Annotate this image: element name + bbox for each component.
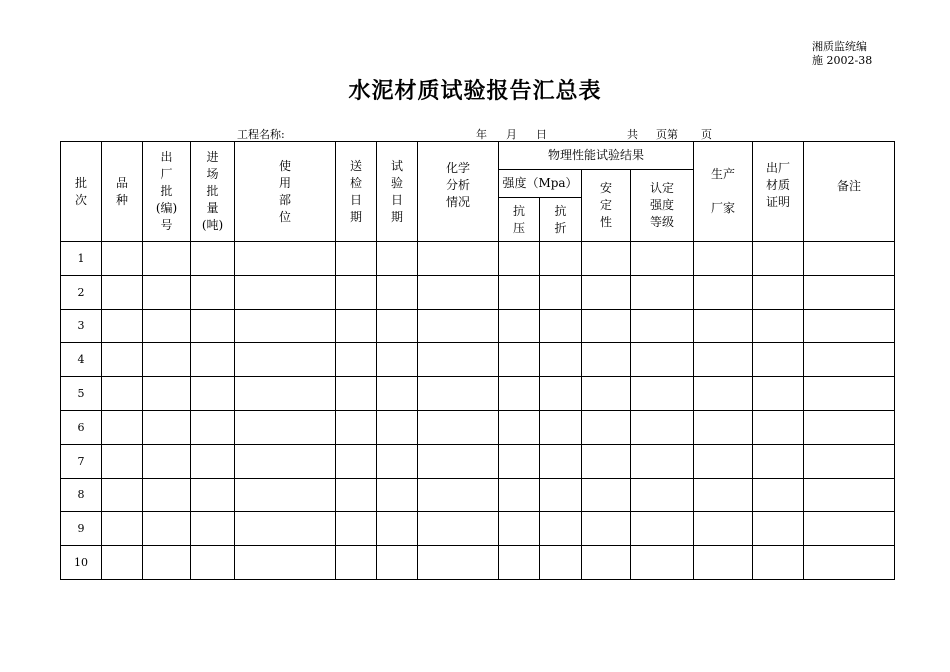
table-cell[interactable]	[102, 546, 143, 580]
table-cell[interactable]	[753, 512, 804, 546]
table-cell[interactable]	[694, 343, 753, 377]
table-cell[interactable]	[631, 309, 694, 343]
table-cell[interactable]	[582, 410, 631, 444]
row-number: 5	[61, 377, 102, 411]
page-label: 页	[701, 128, 712, 141]
table-cell[interactable]	[753, 275, 804, 309]
header-factory-certificate: 出厂 材质 证明	[753, 142, 804, 242]
table-cell[interactable]	[694, 546, 753, 580]
table-cell[interactable]	[336, 309, 377, 343]
header-batch: 批次	[61, 142, 102, 242]
table-cell[interactable]	[235, 275, 336, 309]
row-number: 9	[61, 512, 102, 546]
table-cell[interactable]	[418, 377, 499, 411]
table-cell[interactable]	[235, 546, 336, 580]
row-number: 6	[61, 410, 102, 444]
table-row	[61, 512, 895, 546]
table-cell[interactable]	[336, 512, 377, 546]
table-row	[61, 546, 895, 580]
row-number: 8	[61, 478, 102, 512]
table-cell[interactable]	[191, 478, 235, 512]
table-cell[interactable]	[631, 242, 694, 276]
table-cell[interactable]	[694, 478, 753, 512]
table-cell[interactable]	[499, 410, 540, 444]
row-number: 7	[61, 444, 102, 478]
table-cell[interactable]	[143, 343, 191, 377]
table-cell[interactable]	[418, 242, 499, 276]
table-cell[interactable]	[582, 242, 631, 276]
header-variety: 品种	[102, 142, 143, 242]
header-submit-date: 送 检 日 期	[336, 142, 377, 242]
table-cell[interactable]	[540, 377, 582, 411]
table-row	[61, 377, 895, 411]
table-cell[interactable]	[804, 444, 895, 478]
table-cell[interactable]	[143, 478, 191, 512]
header-manufacturer: 生产 厂家	[694, 142, 753, 242]
project-name-label: 工程名称:	[237, 128, 285, 141]
table-cell[interactable]	[499, 242, 540, 276]
table-cell[interactable]	[102, 275, 143, 309]
table-cell[interactable]	[336, 343, 377, 377]
table-cell[interactable]	[694, 512, 753, 546]
table-cell[interactable]	[418, 410, 499, 444]
table-cell[interactable]	[191, 275, 235, 309]
table-cell[interactable]	[191, 309, 235, 343]
table-cell[interactable]	[582, 275, 631, 309]
table-cell[interactable]	[235, 444, 336, 478]
month-label: 月	[506, 128, 517, 141]
table-cell[interactable]	[804, 377, 895, 411]
table-cell[interactable]	[143, 242, 191, 276]
table-cell[interactable]	[143, 309, 191, 343]
table-cell[interactable]	[102, 309, 143, 343]
page-title: 水泥材质试验报告汇总表	[348, 78, 602, 104]
table-cell[interactable]	[631, 343, 694, 377]
table-cell[interactable]	[235, 309, 336, 343]
table-cell[interactable]	[191, 444, 235, 478]
table-cell[interactable]	[499, 343, 540, 377]
table-cell[interactable]	[191, 410, 235, 444]
table-cell[interactable]	[377, 444, 418, 478]
table-cell[interactable]	[499, 478, 540, 512]
table-cell[interactable]	[631, 546, 694, 580]
table-cell[interactable]	[631, 444, 694, 478]
table-cell[interactable]	[418, 309, 499, 343]
table-cell[interactable]	[377, 275, 418, 309]
table-cell[interactable]	[377, 410, 418, 444]
table-cell[interactable]	[377, 512, 418, 546]
table-cell[interactable]	[377, 478, 418, 512]
table-cell[interactable]	[191, 242, 235, 276]
table-cell[interactable]	[631, 377, 694, 411]
table-cell[interactable]	[499, 275, 540, 309]
table-cell[interactable]	[540, 309, 582, 343]
row-number: 4	[61, 343, 102, 377]
table-cell[interactable]	[499, 546, 540, 580]
table-cell[interactable]	[499, 512, 540, 546]
day-label: 日	[536, 128, 547, 141]
header-physical-results: 物理性能试验结果	[499, 142, 694, 170]
table-cell[interactable]	[102, 242, 143, 276]
header-remarks: 备注	[804, 142, 895, 242]
table-cell[interactable]	[143, 546, 191, 580]
table-cell[interactable]	[540, 410, 582, 444]
header-factory-batch: 出 厂 批 (编) 号	[143, 142, 191, 242]
table-cell[interactable]	[804, 512, 895, 546]
table-cell[interactable]	[143, 275, 191, 309]
table-cell[interactable]	[418, 546, 499, 580]
table-cell[interactable]	[582, 309, 631, 343]
table-cell[interactable]	[804, 546, 895, 580]
table-row	[61, 343, 895, 377]
table-cell[interactable]	[753, 242, 804, 276]
table-cell[interactable]	[336, 546, 377, 580]
table-row	[61, 275, 895, 309]
table-cell[interactable]	[753, 444, 804, 478]
table-cell[interactable]	[582, 478, 631, 512]
document-code	[812, 40, 872, 68]
table-cell[interactable]	[753, 546, 804, 580]
table-cell[interactable]	[694, 410, 753, 444]
table-row	[61, 242, 895, 276]
table-cell[interactable]	[694, 309, 753, 343]
table-row	[61, 410, 895, 444]
table-cell[interactable]	[694, 377, 753, 411]
table-cell[interactable]	[102, 343, 143, 377]
table-cell[interactable]	[582, 546, 631, 580]
table-row	[61, 444, 895, 478]
table-cell[interactable]	[804, 343, 895, 377]
header-compressive: 抗 压	[499, 198, 540, 242]
table-cell[interactable]	[235, 478, 336, 512]
table-cell[interactable]	[540, 343, 582, 377]
table-cell[interactable]	[804, 242, 895, 276]
table-cell[interactable]	[631, 478, 694, 512]
table-cell[interactable]	[540, 444, 582, 478]
table-cell[interactable]	[102, 410, 143, 444]
table-cell[interactable]	[753, 343, 804, 377]
doc-code-line2: 施 2002-38	[812, 54, 873, 67]
table-cell[interactable]	[143, 444, 191, 478]
table-cell[interactable]	[499, 444, 540, 478]
table-cell[interactable]	[418, 512, 499, 546]
table-cell[interactable]	[753, 478, 804, 512]
table-cell[interactable]	[804, 410, 895, 444]
table-cell[interactable]	[377, 377, 418, 411]
header-soundness: 安 定 性	[582, 170, 631, 242]
table-cell[interactable]	[499, 309, 540, 343]
table-cell[interactable]	[235, 410, 336, 444]
table-cell[interactable]	[418, 478, 499, 512]
summary-table	[60, 141, 895, 580]
row-number: 3	[61, 309, 102, 343]
header-incoming-qty: 进 场 批 量 (吨)	[191, 142, 235, 242]
table-cell[interactable]	[235, 242, 336, 276]
table-cell[interactable]	[418, 444, 499, 478]
table-cell[interactable]	[582, 343, 631, 377]
table-cell[interactable]	[631, 512, 694, 546]
table-cell[interactable]	[143, 512, 191, 546]
table-cell[interactable]	[418, 343, 499, 377]
table-cell[interactable]	[694, 242, 753, 276]
table-cell[interactable]	[336, 478, 377, 512]
table-cell[interactable]	[540, 275, 582, 309]
doc-code-line1: 湘质监统编	[812, 40, 867, 53]
table-cell[interactable]	[540, 242, 582, 276]
table-cell[interactable]	[336, 275, 377, 309]
table-cell[interactable]	[336, 377, 377, 411]
row-number: 10	[61, 546, 102, 580]
table-cell[interactable]	[377, 546, 418, 580]
table-cell[interactable]	[102, 377, 143, 411]
table-cell[interactable]	[235, 377, 336, 411]
table-cell[interactable]	[631, 275, 694, 309]
table-cell[interactable]	[336, 242, 377, 276]
table-cell[interactable]	[582, 444, 631, 478]
table-cell[interactable]	[804, 275, 895, 309]
table-cell[interactable]	[753, 309, 804, 343]
row-number: 2	[61, 275, 102, 309]
table-cell[interactable]	[191, 343, 235, 377]
table-cell[interactable]	[418, 275, 499, 309]
table-cell[interactable]	[102, 444, 143, 478]
header-usage-location: 使 用 部 位	[235, 142, 336, 242]
table-cell[interactable]	[631, 410, 694, 444]
table-row	[61, 309, 895, 343]
table-cell[interactable]	[102, 478, 143, 512]
table-cell[interactable]	[377, 309, 418, 343]
table-cell[interactable]	[377, 242, 418, 276]
table-cell[interactable]	[336, 410, 377, 444]
table-cell[interactable]	[499, 377, 540, 411]
year-label: 年	[476, 128, 487, 141]
table-cell[interactable]	[804, 478, 895, 512]
table-cell[interactable]	[582, 377, 631, 411]
table-cell[interactable]	[540, 478, 582, 512]
table-row	[61, 478, 895, 512]
table-cell[interactable]	[191, 512, 235, 546]
table-cell[interactable]	[377, 343, 418, 377]
row-number: 1	[61, 242, 102, 276]
table-cell[interactable]	[694, 444, 753, 478]
table-cell[interactable]	[694, 275, 753, 309]
table-cell[interactable]	[540, 546, 582, 580]
table-cell[interactable]	[753, 410, 804, 444]
header-strength-grade: 认定 强度 等级	[631, 170, 694, 242]
table-cell[interactable]	[540, 512, 582, 546]
header-strength: 强度（Mpa）	[499, 170, 582, 198]
table-cell[interactable]	[753, 377, 804, 411]
table-cell[interactable]	[582, 512, 631, 546]
table-cell[interactable]	[143, 410, 191, 444]
table-cell[interactable]	[804, 309, 895, 343]
table-cell[interactable]	[191, 377, 235, 411]
header-test-date: 试 验 日 期	[377, 142, 418, 242]
table-cell[interactable]	[143, 377, 191, 411]
table-cell[interactable]	[235, 343, 336, 377]
page-of-label: 页第	[656, 128, 678, 141]
table-cell[interactable]	[102, 512, 143, 546]
header-chemical-analysis: 化学 分析 情况	[418, 142, 499, 242]
header-row-1	[61, 142, 895, 170]
total-pages-label: 共	[627, 128, 638, 141]
table-cell[interactable]	[235, 512, 336, 546]
table-cell[interactable]	[336, 444, 377, 478]
header-flexural: 抗 折	[540, 198, 582, 242]
table-cell[interactable]	[191, 546, 235, 580]
